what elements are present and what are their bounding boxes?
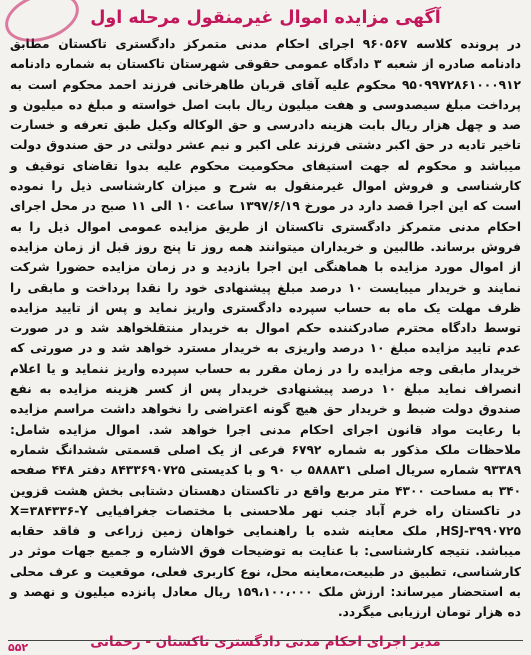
ad-number: ۵۵۲ bbox=[8, 641, 29, 654]
notice-body: در پرونده کلاسه ۹۶۰۵۶۷ اجرای احکام مدنی متمرکز دادگستری تاکستان مطابق دادنامه صادره از شعبه ۳ دادگاه عمومی حقوقی شهرستان تاکستان به شماره دادنامه ۹۵۰۹۹۷۲۸۶۱۰۰۰۹۱۲ محکوم علیه آقای قربان طاهرخانی فرزند احمد محکوم است به پرداخت مبلغ سیصدوسی و هفت میلیون ریال بابت اصل خواسته و مبلغ ده میلیون و صد و چهل هزار ریال بابت هزینه دادرسی و حق الوکاله وکیل طبق تعرفه و خسارت تاخیر تادیه در حق اکبر دشتی فرزند علی اکبر و نیم عشر دولتی در حق صندوق دولت میباشد و محکوم له جهت استیفای محکومیت محکوم علیه بدوا تقاضای توقیف و کارشناسی و فروش اموال غیرمنقول به شرح و میزان کارشناسی ذیل را نموده است که این اجرا قصد دارد در مورخ ۱۳۹۷/۶/۱۹ ساعت ۱۰ الی ۱۱ صبح در محل اجرای احکام مدنی متمرکز دادگستری تاکستان از طریق مزایده عمومی اموال ذیل را به فروش برساند. طالبین و خریداران میتوانند همه روز تا پنج روز قبل از زمان مزایده از اموال مورد مزایده با هماهنگی این اجرا بازدید و در زمان مزایده حضورا شرکت نمایند و خریدار میبایست ۱۰ درصد مبلغ پیشنهادی خود را نقدا پرداخت و مابقی را ظرف مهلت یک ماه به حساب سپرده دادگستری واریز نماید و پس از تایید مزایده توسط دادگاه محترم صادرکننده حکم اموال به خریدار منتقلخواهد شد و در صورت عدم تایید مزایده مبلغ ۱۰ درصد واریزی به خریدار مسترد خواهد شد و در صورتی که خریدار مابقی وجه مزایده را در زمان مقرر به حساب سپرده واریز ننماید و یا اعلام انصراف نماید مبلغ ۱۰ درصد پیشنهادی خریدار پس از کسر هزینه مزایده به نفع صندوق دولت ضبط و خریدار حق هیچ گونه اعتراضی را نخواهد داشت مراسم مزایده با رعایت مواد قانون اجرای احکام مدنی اجرا خواهد شد. اموال مزایده شامل: ملاحظات ملک مذکور به شماره ۶۷۹۲ فرعی از یک اصلی قسمتی ششدانگ شماره ۹۳۳۸۹ شماره سریال اصلی ۵۸۸۸۳۱ ب ۹۰ و با کدیستی ۸۴۳۳۶۹۰۷۲۵ دفتر ۴۴۸ صفحه ۳۴۰ به مساحت ۴۳۰۰ متر مربع واقع در تاکستان دهستان دشتابی بخش هشت قزوین در تاکستان راه خرم آباد جنب نهر ملاحسنی با مختصات جغرافیایی X=۳۸۴۳۳۶-Y ,HSJ-۳۹۹۰۷۲۵ ملک معاینه شده با راهنمایی خواهان زمین زراعی و فاقد حقابه میباشد. نتیجه کارشناسی: با عنایت به توضیحات فوق الاشاره و جمیع جهات موثر در کارشناسی، تطبیق در طبیعت،معاینه محل، نوع کاربری فعلی، موقعیت و عرف محلی به استحضار میرساند: ارزش ملک ۱۵۹،۱۰۰،۰۰۰ ریال معادل پانزده میلیون و نهصد و ده هزار تومان ارزیابی میگردد. bbox=[10, 37, 522, 620]
notice-signature: مدیر اجرای احکام مدنی دادگستری تاکستان - رحمانی bbox=[90, 633, 441, 650]
notice-title: آگهی مزایده اموال غیرمنقول مرحله اول bbox=[90, 8, 441, 28]
bottom-divider bbox=[8, 640, 523, 641]
